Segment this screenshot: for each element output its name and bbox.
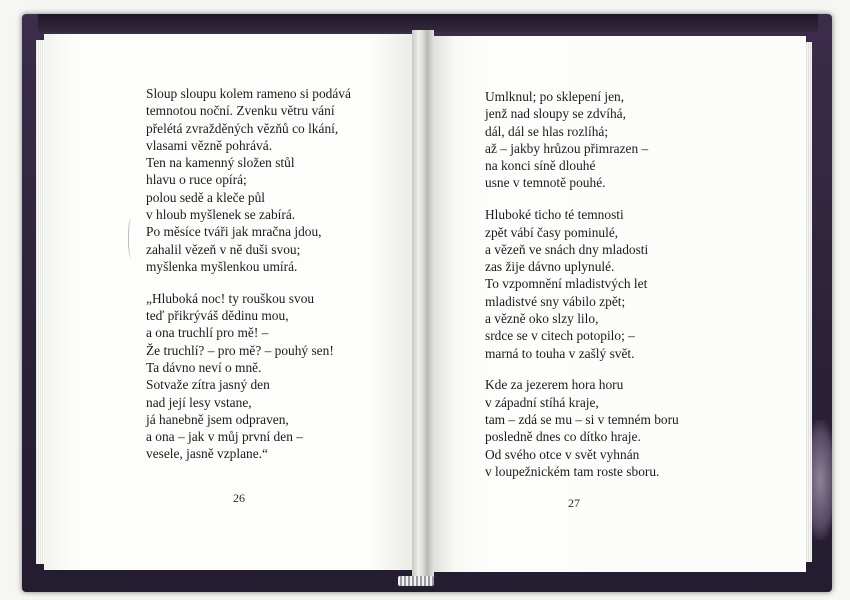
poem-line: zahalil vězeň v ně duši svou; xyxy=(146,241,301,257)
poem-line: zpět vábí časy pominulé, xyxy=(485,224,619,240)
stanza xyxy=(146,85,416,275)
poem-line: marná to touha v zašlý svět. xyxy=(485,345,635,361)
page-number-right: 27 xyxy=(568,496,580,510)
poem-line: myšlenka myšlenkou umírá. xyxy=(146,258,298,274)
pencil-mark xyxy=(128,218,137,258)
stanza xyxy=(485,206,785,362)
poem-line: Sotvaže zítra jasný den xyxy=(146,377,270,393)
poem-line: usne v temnotě pouhé. xyxy=(485,175,606,191)
poem-line: v loupežnickém tam roste sboru. xyxy=(485,463,660,479)
poem-line: Hluboké ticho té temnosti xyxy=(485,207,624,223)
page-number-left: 26 xyxy=(233,491,245,505)
poem-line: srdce se v citech potopilo; – xyxy=(485,328,635,344)
poem-line: Po měsíce tváři jak mračna jdou, xyxy=(146,224,322,240)
stanza xyxy=(485,88,785,192)
poem-line: Sloup sloupu kolem rameno si podává xyxy=(146,86,351,101)
poem-line: přelétá zvražděných vězňů co lkání, xyxy=(146,120,339,136)
poem-line: a vězně oko slzy lilo, xyxy=(485,311,599,327)
poem-line: temnotou noční. Zvenku větru vání xyxy=(146,103,335,119)
poem-line: vlasami vězně pohrává. xyxy=(146,137,273,153)
poem-line: zas žije dávno uplynulé. xyxy=(485,259,615,275)
poem-line: v západní stíhá kraje, xyxy=(485,394,599,410)
left-page-poem xyxy=(146,85,416,477)
poem-line: a ona – jak v můj první den – xyxy=(146,429,303,445)
poem-line: Kde za jezerem hora horu xyxy=(485,377,624,393)
poem-line: Umlknul; po sklepení jen, xyxy=(485,89,625,104)
poem-line: v hloub myšlenek se zabírá. xyxy=(146,207,296,223)
poem-line: posledně dnes co dítko hraje. xyxy=(485,429,641,445)
poem-line: dál, dál se hlas rozlíhá; xyxy=(485,123,609,139)
poem-line: To vzpomnění mladistvých let xyxy=(485,276,648,292)
poem-line: mladistvé sny vábilo zpět; xyxy=(485,293,626,309)
poem-line: vesele, jasně vzplane.“ xyxy=(146,446,268,462)
poem-line: na konci síně dlouhé xyxy=(485,158,596,174)
poem-line: a vězeň ve snách dny mladosti xyxy=(485,241,649,257)
poem-line: Že truchlí? – pro mě? – pouhý sen! xyxy=(146,342,334,358)
stanza xyxy=(146,290,416,463)
poem-line: Ten na kamenný složen stůl xyxy=(146,155,295,171)
poem-line: jenž nad sloupy se zdvíhá, xyxy=(485,106,626,122)
poem-line: Ta dávno neví o mně. xyxy=(146,359,262,375)
poem-line: teď přikrýváš dědinu mou, xyxy=(146,308,289,324)
poem-line: Od svého otce v svět vyhnán xyxy=(485,446,640,462)
poem-line: až – jakby hrůzou přimrazen – xyxy=(485,140,649,156)
poem-line: a ona truchlí pro mě! – xyxy=(146,325,269,341)
poem-line: nad její lesy vstane, xyxy=(146,394,252,410)
poem-line: tam – zdá se mu – si v temném boru xyxy=(485,412,679,428)
poem-line: polou sedě a kleče půl xyxy=(146,189,265,205)
headband xyxy=(398,576,434,586)
right-page-poem xyxy=(485,88,785,495)
poem-line: „Hluboká noc! ty rouškou svou xyxy=(146,290,315,306)
poem-line: hlavu o ruce opírá; xyxy=(146,172,247,188)
poem-line: já hanebně jsem odpraven, xyxy=(146,411,289,427)
stanza xyxy=(485,376,785,480)
